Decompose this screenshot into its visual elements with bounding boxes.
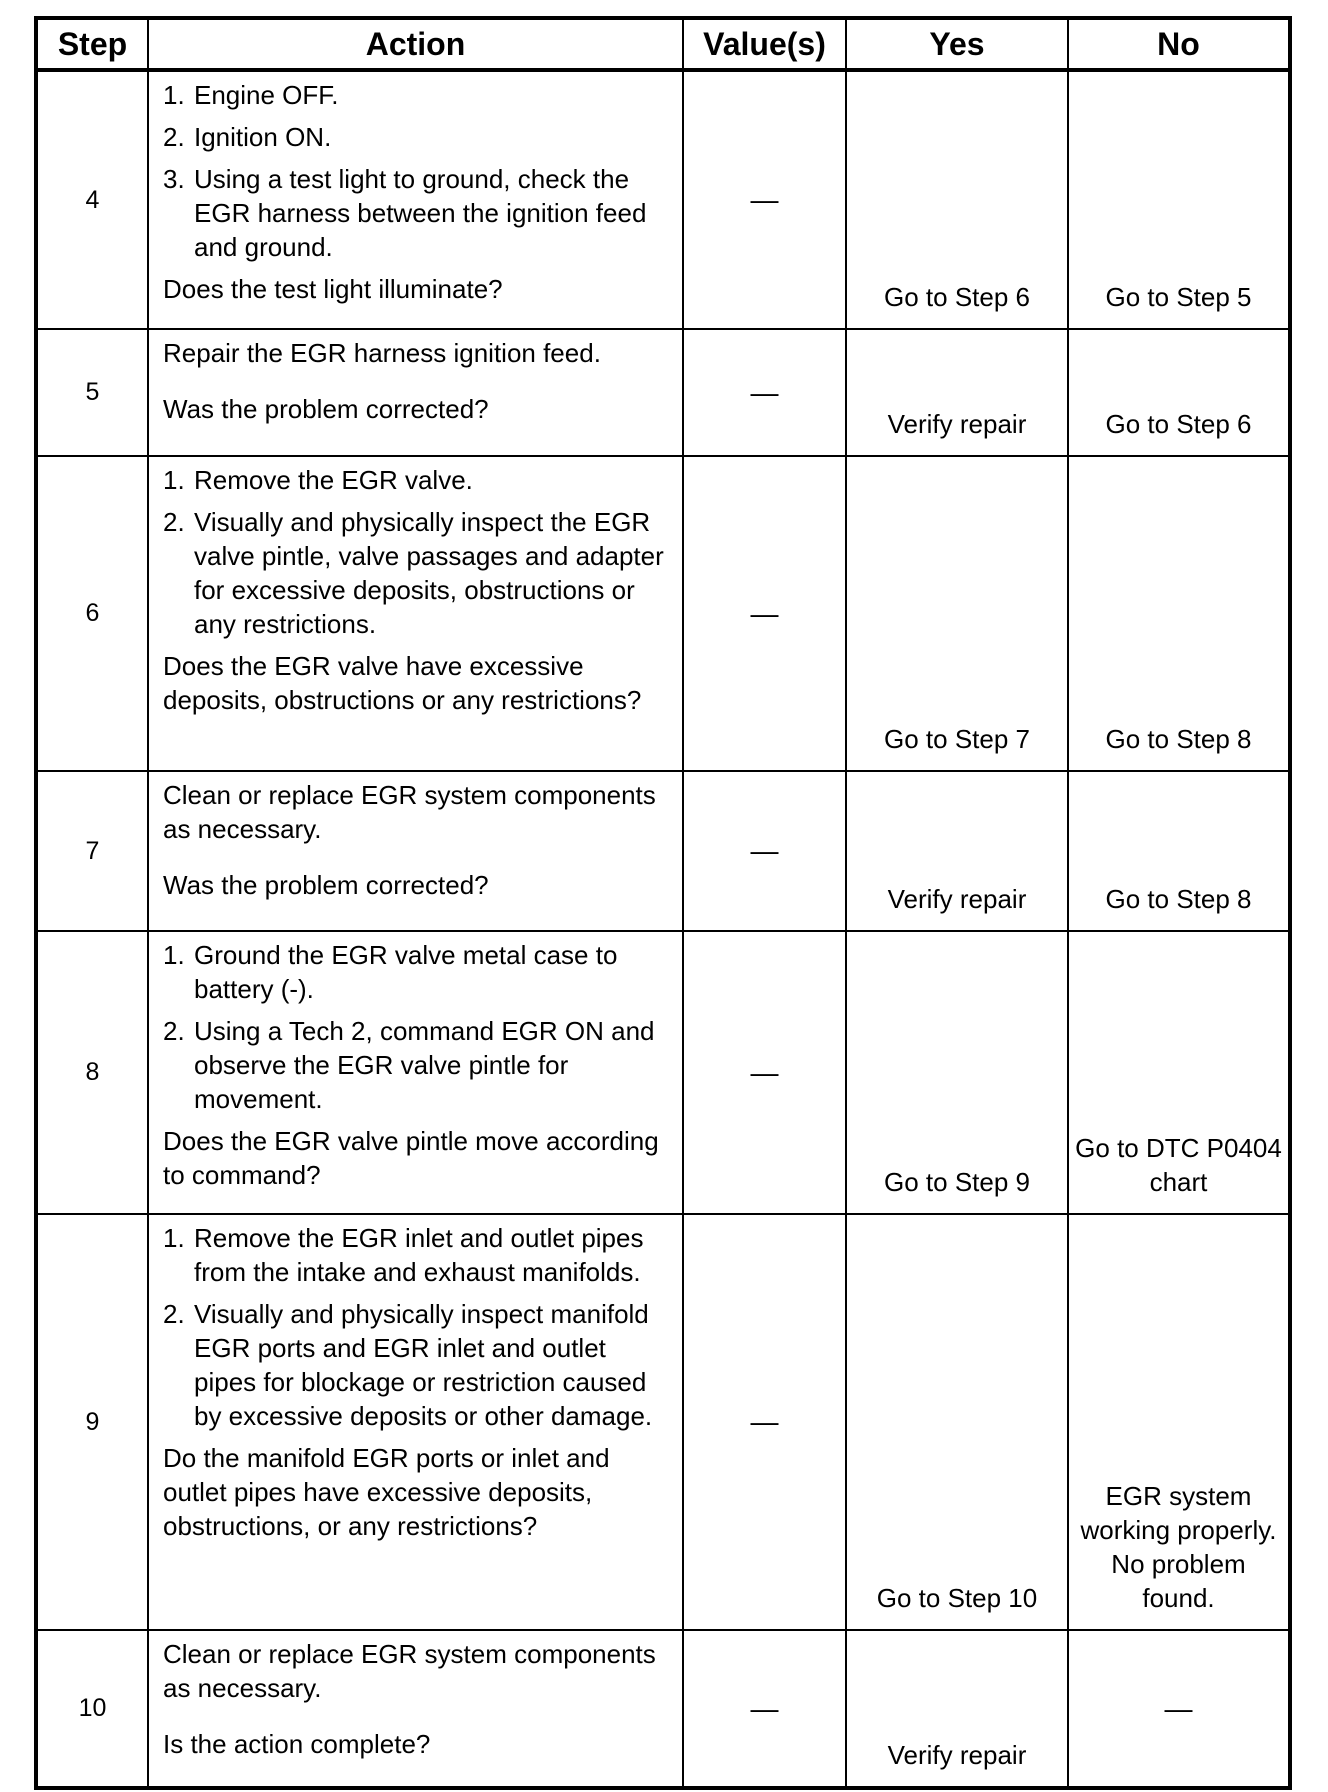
yes-cell: Go to Step 9	[846, 931, 1068, 1214]
step-number: 9	[36, 1214, 148, 1630]
action-step-number: 1.	[163, 940, 185, 970]
action-step-text: Using a test light to ground, check the EGR harness between the ignition feed and ground.	[194, 164, 647, 262]
action-step-number: 1.	[163, 80, 185, 110]
yes-cell: Verify repair	[846, 1630, 1068, 1788]
action-step	[163, 938, 672, 1006]
value-dash: —	[750, 1406, 779, 1437]
action-cell	[148, 70, 683, 329]
yes-cell: Go to Step 6	[846, 70, 1068, 329]
table-row	[36, 771, 1290, 931]
diagnostic-table	[34, 16, 1292, 1790]
action-step-text: Using a Tech 2, command EGR ON and observe the EGR valve pintle for movement.	[194, 1016, 655, 1114]
value-cell	[683, 70, 846, 329]
header-action: Action	[148, 18, 683, 70]
action-cell	[148, 456, 683, 771]
action-step	[163, 120, 672, 154]
step-number: 7	[36, 771, 148, 931]
action-step-text: Visually and physically inspect manifold EGR ports and EGR inlet and outlet pipes for blockage or restriction caused by excessive deposits or other damage.	[194, 1299, 653, 1431]
action-question: Does the EGR valve have excessive deposits, obstructions or any restrictions?	[163, 651, 642, 715]
action-step-text: Visually and physically inspect the EGR valve pintle, valve passages and adapter for excessive deposits, obstructions or any restrictions.	[194, 507, 664, 639]
header-step: Step	[36, 18, 148, 70]
action-question: Was the problem corrected?	[163, 870, 489, 900]
value-cell	[683, 771, 846, 931]
no-cell: EGR system working properly. No problem found.	[1068, 1214, 1290, 1630]
table-row	[36, 456, 1290, 771]
header-row	[36, 18, 1290, 70]
step-number: 4	[36, 70, 148, 329]
action-step	[163, 505, 672, 641]
action-step-number: 3.	[163, 164, 185, 194]
value-cell	[683, 329, 846, 456]
no-dash: —	[1164, 1692, 1193, 1724]
action-step-number: 1.	[163, 1223, 185, 1253]
table-row	[36, 1630, 1290, 1788]
header-no: No	[1068, 18, 1290, 70]
action-question: Does the test light illuminate?	[163, 274, 503, 304]
action-cell	[148, 329, 683, 456]
yes-cell: Verify repair	[846, 329, 1068, 456]
value-dash: —	[750, 1056, 779, 1088]
action-question: Was the problem corrected?	[163, 394, 489, 424]
step-number: 5	[36, 329, 148, 456]
no-cell: Go to DTC P0404 chart	[1068, 931, 1290, 1214]
action-step-number: 2.	[163, 1016, 185, 1046]
action-cell	[148, 771, 683, 931]
value-dash: —	[750, 597, 779, 629]
action-text: Clean or replace EGR system components as necessary.	[163, 1639, 656, 1703]
action-step	[163, 1221, 672, 1289]
action-text: Repair the EGR harness ignition feed.	[163, 338, 601, 368]
value-cell	[683, 456, 846, 771]
action-step-number: 2.	[163, 507, 185, 537]
action-step	[163, 463, 672, 497]
header-yes: Yes	[846, 18, 1068, 70]
action-step-text: Remove the EGR valve.	[194, 465, 473, 495]
value-dash: —	[750, 835, 779, 866]
no-cell: Go to Step 6	[1068, 329, 1290, 456]
no-cell: Go to Step 8	[1068, 771, 1290, 931]
action-step-number: 2.	[163, 1299, 185, 1329]
step-number: 8	[36, 931, 148, 1214]
no-cell: Go to Step 5	[1068, 70, 1290, 329]
action-cell	[148, 1630, 683, 1788]
action-step	[163, 162, 672, 264]
action-step	[163, 78, 672, 112]
action-step-text: Remove the EGR inlet and outlet pipes from the intake and exhaust manifolds.	[194, 1223, 644, 1287]
action-step-text: Engine OFF.	[194, 80, 339, 110]
table-row	[36, 931, 1290, 1214]
step-number: 6	[36, 456, 148, 771]
yes-cell: Go to Step 10	[846, 1214, 1068, 1630]
table-row	[36, 70, 1290, 329]
action-step-text: Ignition ON.	[194, 122, 332, 152]
value-dash: —	[750, 376, 779, 408]
header-values: Value(s)	[683, 18, 846, 70]
table-row	[36, 1214, 1290, 1630]
action-text: Clean or replace EGR system components as necessary.	[163, 780, 656, 844]
action-cell	[148, 1214, 683, 1630]
yes-cell: Verify repair	[846, 771, 1068, 931]
action-step	[163, 1297, 672, 1433]
action-question: Is the action complete?	[163, 1729, 431, 1759]
table-row	[36, 329, 1290, 456]
no-cell: Go to Step 8	[1068, 456, 1290, 771]
yes-cell: Go to Step 7	[846, 456, 1068, 771]
action-step-number: 1.	[163, 465, 185, 495]
no-cell	[1068, 1630, 1290, 1788]
value-dash: —	[750, 1692, 779, 1724]
action-step-number: 2.	[163, 122, 185, 152]
step-number: 10	[36, 1630, 148, 1788]
action-cell	[148, 931, 683, 1214]
action-question: Do the manifold EGR ports or inlet and outlet pipes have excessive deposits, obstructions, or any restrictions?	[163, 1443, 610, 1541]
action-step-text: Ground the EGR valve metal case to battery (-).	[194, 940, 618, 1004]
value-cell	[683, 1630, 846, 1788]
action-step	[163, 1014, 672, 1116]
value-dash: —	[750, 184, 779, 215]
value-cell	[683, 1214, 846, 1630]
value-cell	[683, 931, 846, 1214]
action-question: Does the EGR valve pintle move according to command?	[163, 1126, 659, 1190]
